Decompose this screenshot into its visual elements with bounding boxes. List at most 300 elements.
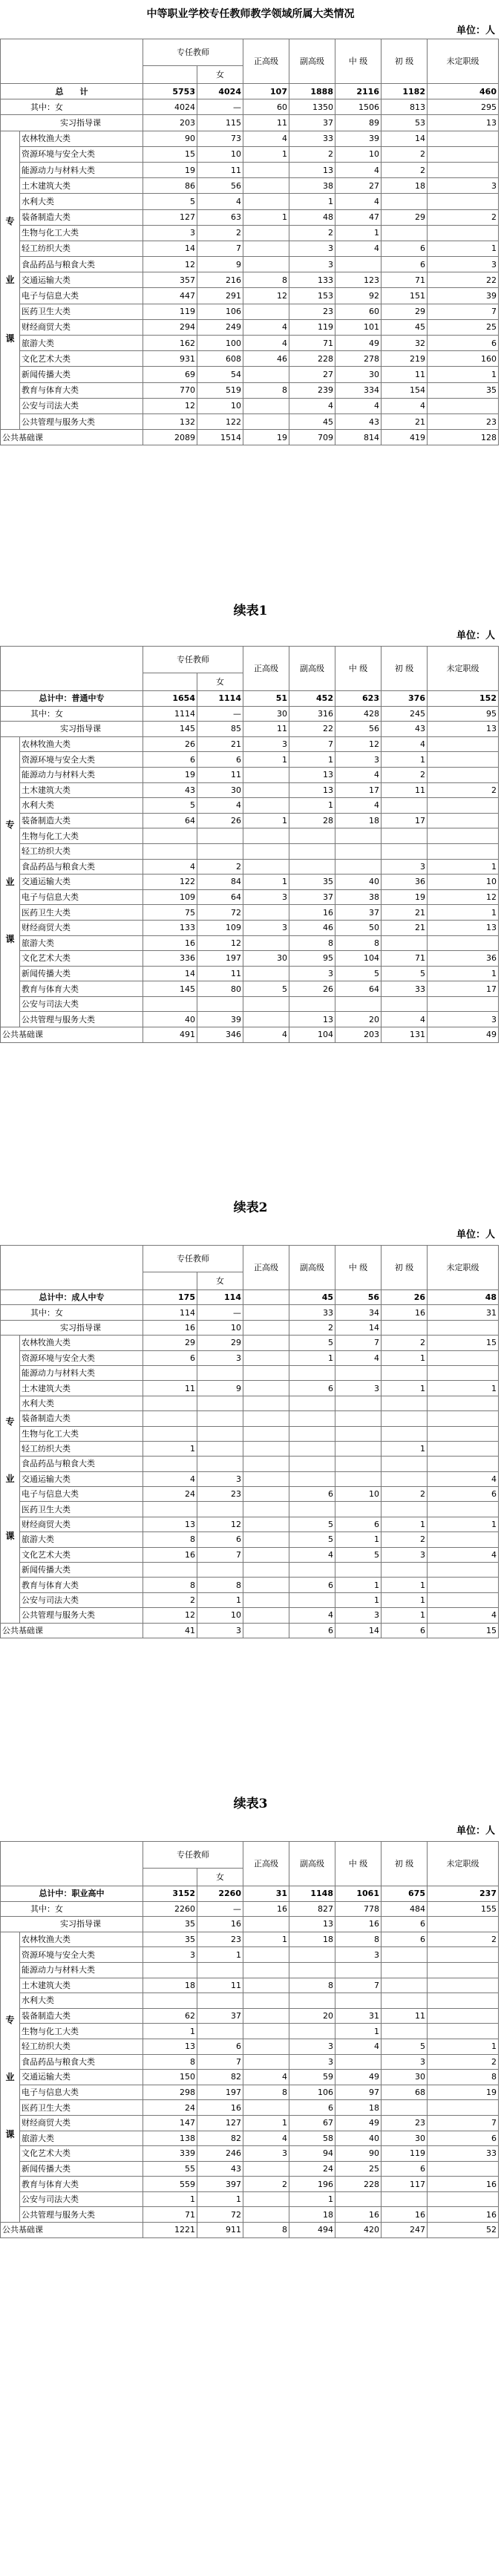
value-cell: 100 <box>197 336 243 351</box>
value-cell: 11 <box>243 722 289 737</box>
value-cell: 133 <box>143 920 197 935</box>
row-label: 公共基础课 <box>1 1027 143 1043</box>
value-cell: 67 <box>289 2115 335 2131</box>
value-cell <box>428 131 499 146</box>
value-cell <box>197 843 243 859</box>
value-cell: 55 <box>143 2161 197 2177</box>
value-cell: 38 <box>335 889 382 905</box>
value-cell: 3 <box>335 1381 382 1396</box>
value-cell <box>289 1563 335 1578</box>
value-cell: 29 <box>382 209 428 225</box>
value-cell: 22 <box>289 722 335 737</box>
category-row <box>1 828 499 844</box>
value-cell: 53 <box>382 115 428 131</box>
category-row <box>1 2070 499 2085</box>
category-row <box>1 1962 499 1978</box>
value-cell: 30 <box>335 367 382 382</box>
row-label: 公共管理与服务大类 <box>20 1608 143 1623</box>
value-cell: 21 <box>382 905 428 921</box>
value-cell: 4 <box>335 398 382 413</box>
value-cell <box>382 798 428 814</box>
value-cell <box>428 2008 499 2024</box>
value-cell <box>197 1993 243 2009</box>
value-cell: 13 <box>289 782 335 798</box>
value-cell: 7 <box>289 736 335 752</box>
value-cell: 90 <box>143 131 197 146</box>
category-row <box>1 1487 499 1502</box>
value-cell: 3 <box>197 1471 243 1486</box>
value-cell <box>428 1426 499 1441</box>
value-cell <box>428 935 499 951</box>
value-cell: 2 <box>428 209 499 225</box>
value-cell: 3 <box>243 889 289 905</box>
value-cell: 13 <box>428 115 499 131</box>
header-senior-vice: 副高级 <box>289 1842 335 1886</box>
value-cell: 216 <box>197 272 243 288</box>
category-row <box>1 2008 499 2024</box>
value-cell: 92 <box>335 288 382 304</box>
value-cell: 8 <box>197 1578 243 1592</box>
category-row <box>1 2207 499 2223</box>
value-cell: 8 <box>143 1578 197 1592</box>
value-cell: 6 <box>289 1487 335 1502</box>
value-cell: 48 <box>428 1290 499 1305</box>
value-cell: 247 <box>382 2223 428 2238</box>
value-cell: 95 <box>289 951 335 967</box>
value-cell: 420 <box>335 2223 382 2238</box>
header-blank <box>1 1246 143 1290</box>
value-cell: 56 <box>335 722 382 737</box>
value-cell <box>243 1305 289 1320</box>
value-cell: 145 <box>143 722 197 737</box>
value-cell: 49 <box>428 1027 499 1043</box>
value-cell: 447 <box>143 288 197 304</box>
row-label: 文化艺术大类 <box>20 2146 143 2162</box>
value-cell: 104 <box>335 951 382 967</box>
value-cell <box>289 1411 335 1426</box>
value-cell: 11 <box>197 966 243 981</box>
value-cell: 71 <box>382 951 428 967</box>
value-cell: 3 <box>243 920 289 935</box>
value-cell <box>243 162 289 177</box>
header-middle: 中 级 <box>335 1842 382 1886</box>
section-title: 续表2 <box>233 1200 268 1215</box>
value-cell: 13 <box>143 2039 197 2054</box>
category-label <box>1 1336 20 1623</box>
value-cell: 119 <box>382 2146 428 2162</box>
value-cell: 219 <box>382 351 428 367</box>
value-cell: 3 <box>197 1623 243 1638</box>
header-teachers: 专任教师 <box>143 1246 243 1272</box>
value-cell: 3 <box>428 257 499 272</box>
value-cell: 3 <box>382 2054 428 2070</box>
value-cell: 1 <box>428 966 499 981</box>
value-cell: 1 <box>243 1932 289 1947</box>
row-label: 能源动力与材料大类 <box>20 1962 143 1978</box>
value-cell: 30 <box>197 782 243 798</box>
category-row <box>1 257 499 272</box>
value-cell: 30 <box>243 951 289 967</box>
value-cell: 13 <box>289 767 335 782</box>
value-cell: 237 <box>428 1886 499 1902</box>
value-cell: 11 <box>197 162 243 177</box>
value-cell <box>335 257 382 272</box>
value-cell <box>243 1365 289 1380</box>
row-label: 教育与体育大类 <box>20 1578 143 1592</box>
header-blank <box>143 1272 197 1290</box>
value-cell <box>289 1457 335 1471</box>
category-row <box>1 398 499 413</box>
value-cell: 18 <box>335 813 382 828</box>
value-cell: 4 <box>335 162 382 177</box>
header-middle: 中 级 <box>335 647 382 691</box>
row-label: 生物与化工大类 <box>20 225 143 241</box>
value-cell <box>335 996 382 1012</box>
value-cell: 5 <box>143 194 197 209</box>
value-cell <box>428 194 499 209</box>
value-cell: 39 <box>197 1012 243 1027</box>
value-cell: 1114 <box>197 691 243 707</box>
value-cell: 6 <box>143 1350 197 1365</box>
value-cell: 104 <box>289 1027 335 1043</box>
value-cell <box>335 1471 382 1486</box>
value-cell <box>243 225 289 241</box>
value-cell: 19 <box>143 767 197 782</box>
value-cell <box>197 1441 243 1456</box>
row-label: 公共管理与服务大类 <box>20 2207 143 2223</box>
value-cell: 12 <box>197 1517 243 1531</box>
value-cell: 23 <box>197 1932 243 1947</box>
value-cell: 8 <box>289 1978 335 1993</box>
value-cell: 249 <box>197 319 243 335</box>
row-label: 其中：女 <box>1 1305 143 1320</box>
header-senior-vice: 副高级 <box>289 1246 335 1290</box>
value-cell <box>197 1365 243 1380</box>
value-cell <box>243 966 289 981</box>
value-cell: 16 <box>243 1901 289 1917</box>
category-row <box>1 1517 499 1531</box>
value-cell: 1 <box>382 1578 428 1592</box>
value-cell: 228 <box>335 2177 382 2192</box>
category-row <box>1 813 499 828</box>
value-cell: 813 <box>382 99 428 115</box>
value-cell: 11 <box>382 782 428 798</box>
data-table <box>0 1841 499 2238</box>
value-cell: — <box>197 1305 243 1320</box>
category-row <box>1 336 499 351</box>
practice-row <box>1 722 499 737</box>
value-cell: 162 <box>143 336 197 351</box>
value-cell: 18 <box>289 2207 335 2223</box>
category-row <box>1 1471 499 1486</box>
value-cell: 152 <box>428 691 499 707</box>
value-cell: 11 <box>197 767 243 782</box>
value-cell: 246 <box>197 2146 243 2162</box>
category-row <box>1 1441 499 1456</box>
female-row <box>1 1901 499 1917</box>
value-cell: 484 <box>382 1901 428 1917</box>
value-cell: 85 <box>197 722 243 737</box>
value-cell: 127 <box>143 209 197 225</box>
value-cell: 7 <box>197 1547 243 1562</box>
category-row <box>1 2100 499 2116</box>
category-row <box>1 1426 499 1441</box>
value-cell: 26 <box>143 736 197 752</box>
value-cell: 69 <box>143 367 197 382</box>
header-blank <box>143 673 197 691</box>
value-cell: 4024 <box>143 99 197 115</box>
value-cell: 491 <box>143 1027 197 1043</box>
value-cell: 294 <box>143 319 197 335</box>
value-cell <box>243 1441 289 1456</box>
value-cell: 2 <box>382 146 428 162</box>
value-cell: 10 <box>428 875 499 890</box>
value-cell: 71 <box>143 2207 197 2223</box>
category-row <box>1 920 499 935</box>
value-cell: 13 <box>428 722 499 737</box>
value-cell <box>243 1457 289 1471</box>
value-cell: 30 <box>382 2131 428 2146</box>
value-cell: 1 <box>382 1592 428 1607</box>
value-cell <box>428 225 499 241</box>
value-cell: 25 <box>335 2161 382 2177</box>
value-cell: 26 <box>382 1290 428 1305</box>
value-cell: 56 <box>335 1290 382 1305</box>
value-cell: 14 <box>335 1623 382 1638</box>
value-cell <box>335 2054 382 2070</box>
category-row <box>1 1947 499 1963</box>
value-cell: 24 <box>143 2100 197 2116</box>
value-cell: 49 <box>335 2070 382 2085</box>
value-cell: 1 <box>428 905 499 921</box>
row-label: 电子与信息大类 <box>20 1487 143 1502</box>
value-cell <box>428 843 499 859</box>
row-label: 旅游大类 <box>20 935 143 951</box>
value-cell: 4 <box>243 1027 289 1043</box>
value-cell: 2 <box>382 767 428 782</box>
value-cell <box>428 1578 499 1592</box>
value-cell: 154 <box>382 382 428 398</box>
value-cell: 2 <box>243 2177 289 2192</box>
category-row <box>1 752 499 768</box>
value-cell: 23 <box>289 304 335 319</box>
value-cell: 1182 <box>382 84 428 99</box>
value-cell: 72 <box>197 2207 243 2223</box>
value-cell <box>428 1350 499 1365</box>
value-cell: 11 <box>143 1381 197 1396</box>
value-cell: 4 <box>382 1012 428 1027</box>
row-label: 资源环境与安全大类 <box>20 1350 143 1365</box>
value-cell: 3 <box>143 225 197 241</box>
category-row <box>1 767 499 782</box>
category-row <box>1 1381 499 1396</box>
value-cell: 2260 <box>197 1886 243 1902</box>
value-cell: 1 <box>428 1517 499 1531</box>
value-cell: 17 <box>335 782 382 798</box>
row-label: 轻工纺织大类 <box>20 843 143 859</box>
value-cell <box>289 1426 335 1441</box>
header-junior: 初 级 <box>382 1842 428 1886</box>
value-cell <box>335 1396 382 1410</box>
value-cell <box>143 1411 197 1426</box>
value-cell: 31 <box>243 1886 289 1902</box>
value-cell: 3 <box>289 257 335 272</box>
value-cell: 334 <box>335 382 382 398</box>
value-cell <box>428 1962 499 1978</box>
total-row <box>1 691 499 707</box>
value-cell: 1888 <box>289 84 335 99</box>
row-label: 其中：女 <box>1 1901 143 1917</box>
value-cell: 109 <box>143 889 197 905</box>
value-cell <box>243 367 289 382</box>
value-cell: 28 <box>289 813 335 828</box>
category-row <box>1 1578 499 1592</box>
value-cell: 82 <box>197 2070 243 2085</box>
value-cell <box>243 1471 289 1486</box>
value-cell: 16 <box>382 2207 428 2223</box>
row-label: 教育与体育大类 <box>20 2177 143 2192</box>
value-cell <box>335 1502 382 1517</box>
row-label: 轻工纺织大类 <box>20 2039 143 2054</box>
value-cell <box>243 257 289 272</box>
value-cell: 12 <box>197 935 243 951</box>
value-cell <box>243 1993 289 2009</box>
value-cell: 197 <box>197 2085 243 2100</box>
value-cell: 9 <box>197 257 243 272</box>
value-cell: 12 <box>143 257 197 272</box>
value-cell <box>197 2024 243 2039</box>
row-label: 电子与信息大类 <box>20 288 143 304</box>
value-cell: 123 <box>335 272 382 288</box>
value-cell <box>289 1993 335 2009</box>
value-cell <box>143 1365 197 1380</box>
category-char: 业 <box>5 275 15 286</box>
value-cell <box>243 1502 289 1517</box>
practice-row <box>1 115 499 131</box>
value-cell: 23 <box>197 1487 243 1502</box>
category-char: 课 <box>5 333 15 344</box>
value-cell: 12 <box>335 736 382 752</box>
value-cell <box>382 1502 428 1517</box>
header-junior: 初 级 <box>382 1246 428 1290</box>
category-row <box>1 843 499 859</box>
value-cell: 346 <box>197 1027 243 1043</box>
value-cell <box>243 859 289 875</box>
value-cell <box>335 1365 382 1380</box>
value-cell: 1 <box>243 813 289 828</box>
value-cell: 23 <box>382 2115 428 2131</box>
value-cell: 12 <box>428 889 499 905</box>
row-label: 食品药品与粮食大类 <box>20 2054 143 2070</box>
value-cell <box>382 1471 428 1486</box>
value-cell: 122 <box>197 413 243 429</box>
value-cell <box>143 996 197 1012</box>
value-cell <box>243 828 289 844</box>
value-cell: 40 <box>143 1012 197 1027</box>
value-cell: 3 <box>428 1012 499 1027</box>
value-cell: 109 <box>197 920 243 935</box>
value-cell: 3 <box>197 1350 243 1365</box>
value-cell: 1061 <box>335 1886 382 1902</box>
value-cell: 37 <box>197 2008 243 2024</box>
value-cell: 1 <box>197 2191 243 2207</box>
value-cell: 89 <box>335 115 382 131</box>
value-cell <box>382 1978 428 1993</box>
value-cell <box>382 1396 428 1410</box>
row-label: 装备制造大类 <box>20 1411 143 1426</box>
value-cell <box>428 798 499 814</box>
value-cell <box>289 1396 335 1410</box>
value-cell <box>143 1426 197 1441</box>
value-cell: 15 <box>428 1336 499 1350</box>
value-cell: 4 <box>143 859 197 875</box>
value-cell: 8 <box>243 382 289 398</box>
header-unrated: 未定职级 <box>428 39 499 84</box>
value-cell <box>289 1592 335 1607</box>
category-row <box>1 2054 499 2070</box>
category-row <box>1 413 499 429</box>
value-cell: 64 <box>143 813 197 828</box>
value-cell <box>197 1426 243 1441</box>
row-label: 轻工纺织大类 <box>20 241 143 256</box>
value-cell: 6 <box>197 1532 243 1547</box>
value-cell: 452 <box>289 691 335 707</box>
value-cell: 6 <box>382 257 428 272</box>
category-char: 专 <box>5 216 15 227</box>
value-cell <box>243 304 289 319</box>
value-cell <box>428 1441 499 1456</box>
value-cell: 1 <box>197 1947 243 1963</box>
value-cell: 3 <box>243 736 289 752</box>
value-cell <box>335 1563 382 1578</box>
value-cell <box>428 1947 499 1963</box>
value-cell: 2 <box>428 1932 499 1947</box>
value-cell <box>382 2100 428 2116</box>
value-cell: 316 <box>289 706 335 722</box>
row-label: 实习指导课 <box>1 722 143 737</box>
female-row <box>1 706 499 722</box>
category-row <box>1 382 499 398</box>
row-label: 交通运输大类 <box>20 875 143 890</box>
row-label: 新闻传播大类 <box>20 1563 143 1578</box>
value-cell: 519 <box>197 382 243 398</box>
value-cell: 3 <box>289 2054 335 2070</box>
value-cell: 64 <box>197 889 243 905</box>
value-cell: 1 <box>143 2024 197 2039</box>
value-cell: 72 <box>197 905 243 921</box>
row-label: 文化艺术大类 <box>20 1547 143 1562</box>
value-cell: 80 <box>197 981 243 997</box>
value-cell: 5 <box>382 2039 428 2054</box>
value-cell <box>197 1563 243 1578</box>
category-row <box>1 2177 499 2192</box>
value-cell: 1 <box>143 1441 197 1456</box>
value-cell <box>243 2161 289 2177</box>
value-cell: 1 <box>243 2115 289 2131</box>
value-cell <box>428 146 499 162</box>
category-row <box>1 2131 499 2146</box>
row-label: 教育与体育大类 <box>20 981 143 997</box>
value-cell: 60 <box>243 99 289 115</box>
value-cell <box>289 843 335 859</box>
value-cell: 494 <box>289 2223 335 2238</box>
category-row <box>1 1336 499 1350</box>
value-cell: 2 <box>289 146 335 162</box>
value-cell: 153 <box>289 288 335 304</box>
row-label: 资源环境与安全大类 <box>20 752 143 768</box>
value-cell <box>243 782 289 798</box>
value-cell <box>428 1320 499 1335</box>
